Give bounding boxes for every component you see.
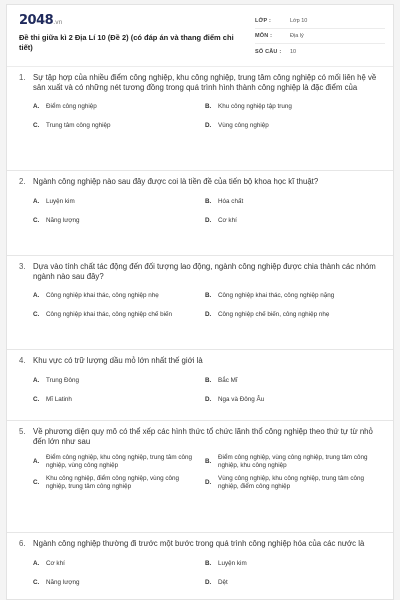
answer-option-d[interactable] [205, 119, 381, 138]
answer-text: Năng lượng [46, 216, 80, 224]
answer-letter: A. [33, 197, 40, 205]
answer-letter: D. [205, 216, 212, 224]
question-text: Sự tập hợp của nhiều điểm công nghiệp, khu công nghiệp, trung tâm công nghiệp có mối liên hệ về sản xuất và có những nét tương đồng trong quá trình hình thành công nghiệp là đặc điểm của [33, 73, 377, 92]
answer-text: Dệt [218, 578, 228, 586]
answer-text: Khu công nghiệp tập trung [218, 103, 292, 111]
answer-option-c[interactable] [33, 119, 205, 138]
exam-page [6, 4, 394, 600]
answer-text: Điểm công nghiệp, vùng công nghiệp, trung tâm công nghiệp, khu công nghiệp [218, 454, 368, 470]
question-stem [19, 356, 381, 366]
answer-option-c[interactable] [33, 475, 205, 496]
question-number: 4. [19, 356, 26, 365]
meta-label: MÔN : [255, 33, 273, 39]
answer-letter: D. [205, 578, 212, 586]
answer-letter: C. [33, 578, 40, 586]
answer-text: Trung Đông [46, 376, 80, 384]
answer-option-a[interactable] [33, 195, 205, 214]
answer-text: Khu công nghiệp, điểm công nghiệp, vùng công nghiệp, trung tâm công nghiệp [46, 474, 180, 490]
answer-option-d[interactable] [205, 308, 381, 327]
answer-text: Nga và Đông Âu [218, 395, 265, 403]
question-number: 2. [19, 177, 26, 186]
question-text: Khu vực có trữ lượng dầu mỏ lớn nhất thế giới là [33, 356, 203, 365]
question-number: 3. [19, 262, 26, 271]
answer-text: Trung tâm công nghiệp [46, 122, 111, 130]
answer-option-d[interactable] [205, 214, 381, 233]
answer-letter: B. [205, 559, 212, 567]
question-2 [7, 171, 393, 256]
answer-option-a[interactable] [33, 100, 205, 119]
meta-row-question-count [255, 44, 385, 59]
answer-text: Điểm công nghiệp, khu công nghiệp, trung tâm công nghiệp, vùng công nghiệp [46, 454, 192, 470]
answer-letter: C. [33, 122, 40, 130]
meta-row-class [255, 14, 385, 29]
answer-letter: C. [33, 395, 40, 403]
logo-suffix-text: .vn [53, 19, 63, 26]
answer-text: Vùng công nghiệp [218, 122, 269, 130]
answer-option-a[interactable] [33, 289, 205, 308]
question-number: 6. [19, 539, 26, 548]
answer-option-a[interactable] [33, 374, 205, 393]
answer-option-c[interactable] [33, 308, 205, 327]
answer-option-a[interactable] [33, 454, 205, 475]
answer-text: Điểm công nghiệp [46, 103, 97, 111]
answer-options [19, 374, 381, 412]
answer-option-c[interactable] [33, 214, 205, 233]
answer-text: Cơ khí [218, 216, 237, 224]
exam-title: Đề thi giữa kì 2 Địa Lí 10 (Đề 2) (có đáp án và thang điểm chi tiết) [19, 33, 234, 52]
question-stem [19, 73, 381, 92]
answer-letter: B. [205, 376, 212, 384]
answer-letter: D. [205, 122, 212, 130]
answer-option-d[interactable] [205, 393, 381, 412]
question-4 [7, 350, 393, 421]
answer-option-b[interactable] [205, 100, 381, 119]
question-stem [19, 177, 381, 187]
answer-option-c[interactable] [33, 576, 205, 595]
meta-value: Lớp 10 [290, 18, 308, 24]
answer-text: Luyện kim [218, 559, 247, 567]
answer-text: Bắc Mĩ [218, 376, 238, 384]
answer-letter: B. [205, 292, 212, 300]
answer-option-b[interactable] [205, 195, 381, 214]
meta-value: Địa lý [290, 33, 304, 39]
answer-text: Công nghiệp khai thác, công nghiệp nặng [218, 292, 335, 300]
answer-options [19, 289, 381, 327]
question-stem [19, 539, 381, 549]
meta-value: 10 [290, 48, 297, 55]
answer-text: Vùng công nghiệp, khu công nghiệp, trung tâm công nghiệp, điểm công nghiệp [218, 474, 364, 490]
question-6 [7, 533, 393, 600]
question-text: Ngành công nghiệp nào sau đây được coi là tiền đề của tiến bộ khoa học kĩ thuật? [33, 177, 319, 186]
question-1 [7, 67, 393, 171]
question-number: 5. [19, 427, 26, 436]
answer-letter: C. [33, 216, 40, 224]
question-text: Về phương diện quy mô có thể xếp các hình thức tổ chức lãnh thổ công nghiệp theo thứ tự từ nhỏ đến lớn như sau [33, 427, 373, 446]
meta-label: SỐ CÂU : [255, 48, 282, 55]
meta-row-subject [255, 29, 385, 44]
answer-letter: B. [205, 103, 212, 111]
logo-main-text: 2048 [19, 13, 54, 28]
answer-options [19, 195, 381, 233]
answer-option-d[interactable] [205, 576, 381, 595]
question-5 [7, 421, 393, 533]
answer-text: Công nghiệp khai thác, công nghiệp nhẹ [46, 292, 159, 300]
answer-text: Hóa chất [218, 197, 244, 205]
answer-text: Công nghiệp chế biến, công nghiệp nhẹ [218, 311, 330, 319]
question-number: 1. [19, 73, 26, 82]
answer-letter: D. [205, 311, 212, 319]
answer-letter: A. [33, 376, 40, 384]
question-text: Ngành công nghiệp thường đi trước một bước trong quá trình công nghiệp hóa của các nước là [33, 539, 365, 548]
answer-letter: A. [33, 292, 40, 300]
answer-option-b[interactable] [205, 374, 381, 393]
answer-letter: A. [33, 458, 40, 466]
exam-header [7, 5, 393, 67]
answer-letter: D. [205, 395, 212, 403]
answer-text: Công nghiệp khai thác, công nghiệp chế biến [46, 311, 173, 319]
question-3 [7, 256, 393, 350]
answer-text: Cơ khí [46, 559, 65, 567]
answer-text: Năng lượng [46, 578, 80, 586]
answer-option-d[interactable] [205, 475, 381, 496]
site-logo[interactable] [19, 14, 62, 30]
answer-letter: B. [205, 458, 212, 466]
answer-letter: A. [33, 559, 40, 567]
answer-options [19, 557, 381, 595]
exam-meta-table [255, 14, 385, 59]
answer-option-b[interactable] [205, 454, 381, 475]
answer-letter: A. [33, 103, 40, 111]
answer-option-b[interactable] [205, 289, 381, 308]
question-text: Dựa vào tính chất tác động đến đối tượng lao động, ngành công nghiệp được chia thành các nhóm ngành nào sau đây? [33, 262, 376, 281]
answer-option-a[interactable] [33, 557, 205, 576]
answer-letter: D. [205, 478, 212, 486]
answer-options [19, 454, 381, 495]
question-stem [19, 427, 381, 446]
answer-letter: B. [205, 197, 212, 205]
answer-options [19, 100, 381, 138]
answer-text: Luyện kim [46, 197, 75, 205]
answer-text: Mĩ Latinh [46, 395, 72, 403]
meta-label: LỚP : [255, 18, 271, 24]
answer-option-b[interactable] [205, 557, 381, 576]
answer-letter: C. [33, 311, 40, 319]
answer-option-c[interactable] [33, 393, 205, 412]
question-stem [19, 262, 381, 281]
answer-letter: C. [33, 478, 40, 486]
